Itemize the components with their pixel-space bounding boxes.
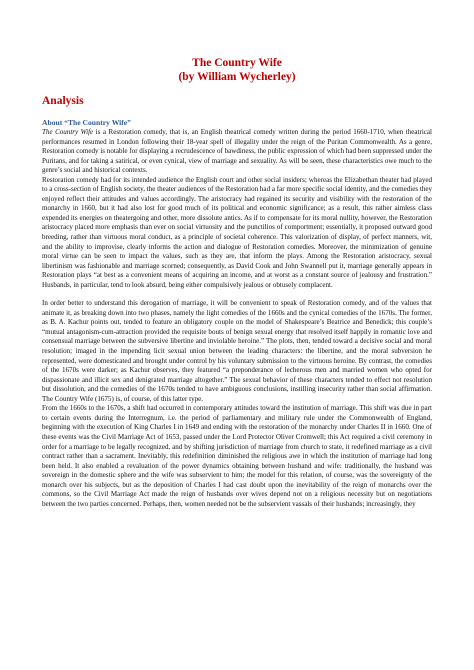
paragraph-gap [42, 290, 432, 299]
section-heading: Analysis [42, 95, 84, 107]
play-title-italic: The Country Wife [42, 128, 94, 136]
title-line-1: The Country Wife [192, 57, 282, 69]
paragraph-4: From the 1660s to the 1670s, a shift had occurred in contemporary attitudes toward the institution of marriage. This shift was due in part to certain events during the Interregnum, i.e. the period of parliamentary and military rule under the Commonwealth of England, beginning with the execution of King Charles I in 1649 and ending with the restoration of the monarchy under Charles II in 1660. One of these events was the Civil Marriage Act of 1653, passed under the Lord Protector Oliver Cromwell; this Act required a civil ceremony in order for a marriage to be legally recognized, and by shifting jurisdiction of marriage from church to state, it redefined marriage as a civil contract rather than a sacrament. Inevitably, this redefinition diminished the religious awe in which the institution of marriage had long been held. It also enabled a revaluation of the power dynamics obtaining between husband and wife: traditionally, the husband was sovereign in the domestic sphere and the wife was subservient to him; the model for this relation, of course, was the sovereignty of the monarch over his subjects, but as the deposition of Charles I had cast doubt upon the inevitability of the reign of monarchs over the commons, so the Civil Marriage Act made the reign of husbands over wives depend not on a religious necessity but on negotiations between the two parties concerned. Perhaps, then, women needed not be the subservient vassals of their husbands; increasingly, they [42, 404, 432, 508]
subheading: About “The Country Wife” [42, 118, 131, 127]
title-line-2: (by William Wycherley) [178, 71, 296, 83]
paragraph-1-text: is a Restoration comedy, that is, an English theatrical comedy written during the period 1660-1710, when theatrical performances resumed in London following their 18-year spell of illegality under the reign of the Puritan Commonwealth. As a genre, Restoration comedy is notable for displaying a recrudescence of bawdiness, the public expression of which had been suppressed under the Puritans, and for taking a satirical, or even cynical, view of marriage and sexuality. As will be seen, these characteristics owe much to the genre’s social and historical contexts. [42, 128, 432, 175]
document-title [42, 56, 432, 84]
paragraph-2: Restoration comedy had for its intended audience the English court and other social insiders; whereas the Elizabethan theater had played to a cross-section of English society, the theater audiences of the Restoration had a far more specific social identity, and the comedies they enjoyed reflect their attitudes and values accordingly. The aristocracy had regained its security and visibility with the restoration of the monarchy in 1660, but it had also lost for good much of its political and economic significance; as a result, this rather aimless class expended its energies on theatergoing and other, more dissolute antics. As if to compensate for its moral nullity, however, the Restoration aristocracy placed more emphasis than ever on social virtuosity and the punctilios of comportment; essentially, it proposed outward good breeding, rather than virtuous moral conduct, as a principle of societal coherence. This valorization of display, of perfect manners, wit, and the ability to improvise, clearly informs the action and dialogue of Restoration comedies. Moreover, the minimization of genuine moral virtue can be seen to impact the values, such as they are, that inform the plays. Among the Restoration aristocracy, sexual libertinism was fashionable and marriage scorned; consequently, as David Cook and John Swannell put it, marriage generally appears in Restoration plays “at best as a convenient means of acquiring an income, and at worst as a constant source of jealousy and frustration.” Husbands, in particular, tend to look absurd, being either compulsively jealous or obtusely complacent. [42, 175, 432, 289]
paragraph-3: In order better to understand this derogation of marriage, it will be convenient to speak of Restoration comedy, and of the values that animate it, as breaking down into two phases, namely the light comedies of the 1660s and the cynical comedies of the 1670s. The former, as B. A. Kachur points out, tended to feature an obligatory couple on the model of Shakespeare’s Beatrice and Benedick; this couple’s “mutual antagonism-cum-attraction provided the requisite bouts of benign sexual energy that resolved itself happily in romantic love and consensual marriage between the subversive libertine and inviolable heroine.” The plots, then, tended toward a decisive social and moral resolution; imaged in the impending licit sexual union between the leading characters: the libertine, and the moral subversion he represented, were domesticated and brought under control by his voluntary submission to the virtuous heroine. By contrast, the comedies of the 1670s were darker; as Kachur observes, they featured “a preponderance of lecherous men and married women who opted for dispassionate and illicit sex and denigrated marriage altogether.” The sexual behavior of these characters tended to effect not resolution but dissolution, and the comedies of the 1670s tended to have ambiguous conclusions, instilling insecurity rather than social affirmation. The Country Wife (1675) is, of course, of this latter type. [42, 299, 432, 403]
paragraph-1 [42, 128, 432, 176]
